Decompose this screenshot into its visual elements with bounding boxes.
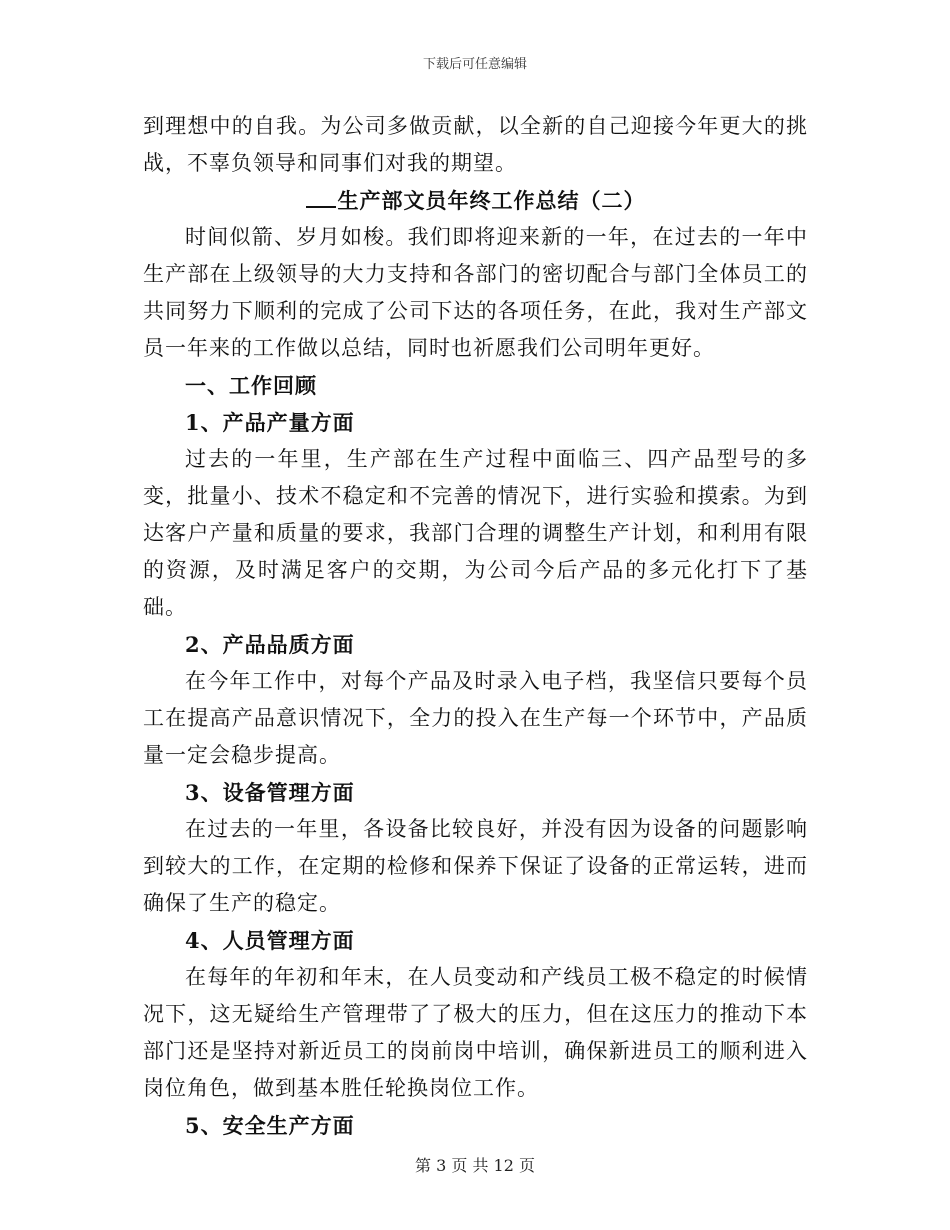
intro-continuation-paragraph: 到理想中的自我。为公司多做贡献，以全新的自己迎接今年更大的挑战，不辜负领导和同事们对我的期望。 <box>143 114 808 175</box>
item-heading-product-quality: 2、产品品质方面 <box>185 632 355 657</box>
item-heading-production-output: 1、产品产量方面 <box>185 410 355 435</box>
document-title-text: 生产部文员年终工作总结（二） <box>337 188 646 213</box>
item-heading-production-safety: 5、安全生产方面 <box>185 1113 355 1138</box>
item-body-product-quality: 在今年工作中，对每个产品及时录入电子档，我坚信只要每个员工在提高产品意识情况下，全力的投入在生产每一个环节中，产品质量一定会稳步提高。 <box>143 669 808 767</box>
document-body <box>143 108 808 1144</box>
item-heading-equipment-management: 3、设备管理方面 <box>185 780 355 805</box>
opening-paragraph: 时间似箭、岁月如梭。我们即将迎来新的一年，在过去的一年中生产部在上级领导的大力支持和各部门的密切配合与部门全体员工的共同努力下顺利的完成了公司下达的各项任务，在此，我对生产部文员一年来的工作做以总结，同时也祈愿我们公司明年更好。 <box>143 225 808 360</box>
item-body-equipment-management: 在过去的一年里，各设备比较良好，并没有因为设备的问题影响到较大的工作，在定期的检修和保养下保证了设备的正常运转，进而确保了生产的稳定。 <box>143 817 808 915</box>
item-heading-personnel-management: 4、人员管理方面 <box>185 928 355 953</box>
title-blank-underline <box>306 186 336 208</box>
page-footer: 第 3 页 共 12 页 <box>415 1156 535 1175</box>
page-header: 下载后可任意编辑 <box>422 57 527 72</box>
item-body-personnel-management: 在每年的年初和年末，在人员变动和产线员工极不稳定的时候情况下，这无疑给生产管理带了了极大的压力，但在这压力的推动下本部门还是坚持对新近员工的岗前岗中培训，确保新进员工的顺利进入岗位角色，做到基本胜任轮换岗位工作。 <box>143 965 808 1100</box>
section-heading: 一、工作回顾 <box>185 373 317 398</box>
item-body-production-output: 过去的一年里，生产部在生产过程中面临三、四产品型号的多变，批量小、技术不稳定和不完善的情况下，进行实验和摸索。为到达客户产量和质量的要求，我部门合理的调整生产计划，和利用有限的资源，及时满足客户的交期，为公司今后产品的多元化打下了基础。 <box>143 447 808 619</box>
document-title <box>143 182 808 219</box>
